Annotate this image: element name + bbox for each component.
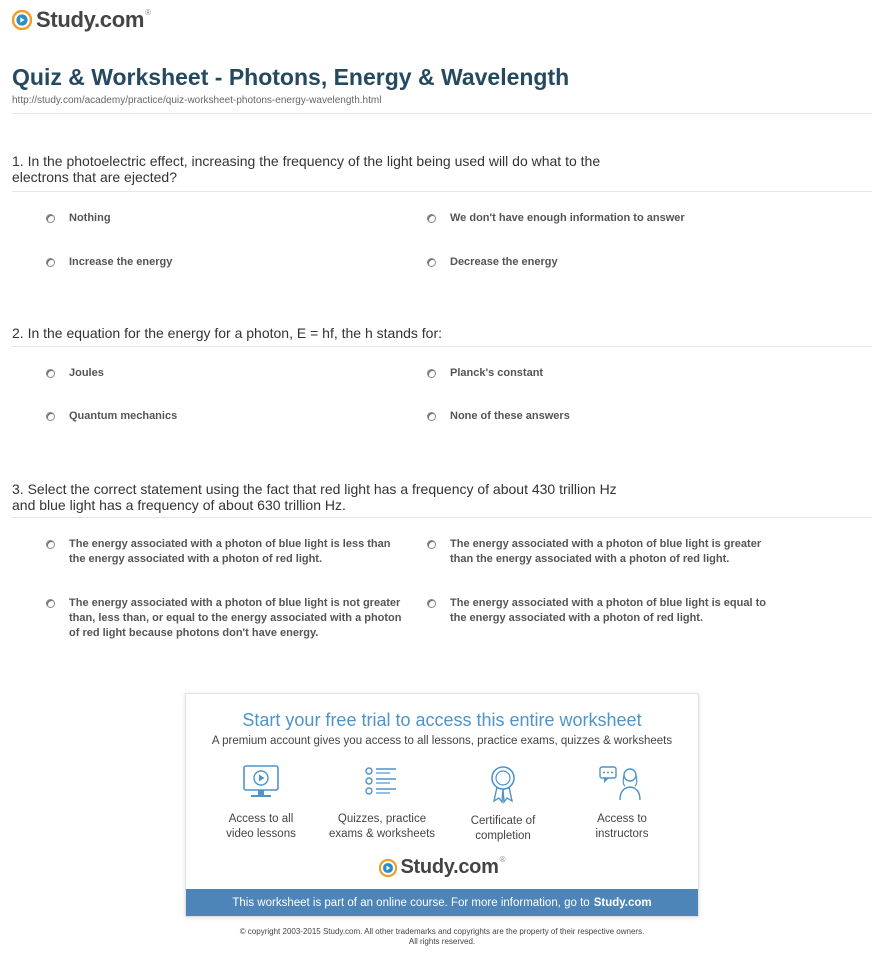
promo-study-logo[interactable] (186, 856, 698, 879)
instructor-icon (598, 764, 646, 802)
radio-button[interactable] (46, 412, 55, 421)
question-1-divider (12, 191, 872, 192)
radio-button[interactable] (427, 214, 436, 223)
feature-quizzes (320, 764, 444, 842)
logo-trademark: ® (499, 855, 506, 864)
radio-button[interactable] (46, 540, 55, 549)
study-logo-icon (379, 859, 397, 877)
feature-label: Access to instructors (595, 813, 649, 840)
question-3-divider (12, 517, 872, 518)
radio-button[interactable] (46, 258, 55, 267)
question-2-divider (12, 346, 872, 347)
copyright-notice (0, 927, 884, 947)
promo-subtitle: A premium account gives you access to all lessons, practice exams, quizzes & worksheets (211, 735, 673, 747)
question-3-text: 3. Select the correct statement using the fact that red light has a frequency of about 430 trillion Hz and blue light has a frequency of about 630 trillion Hz. (12, 481, 617, 513)
logo-trademark: ® (145, 7, 152, 17)
page-url[interactable]: http://study.com/academy/practice/quiz-worksheet-photons-energy-wavelength.html (12, 95, 382, 106)
answer-option[interactable]: The energy associated with a photon of blue light is equal to the energy associated with a photon of red light. (427, 596, 766, 626)
radio-button[interactable] (46, 599, 55, 608)
copyright-line: All rights reserved. (408, 937, 476, 946)
course-info-text: This worksheet is part of an online course. For more information, go to (232, 896, 590, 909)
question-1 (12, 153, 712, 185)
answer-option[interactable]: The energy associated with a photon of blue light is greater than the energy associated with a photon of red light. (427, 537, 761, 567)
feature-video-lessons (199, 764, 323, 842)
radio-button[interactable] (427, 369, 436, 378)
answer-option[interactable]: Quantum mechanics (46, 409, 177, 424)
feature-label: Certificate of completion (470, 815, 536, 842)
feature-label: Access to all video lessons (226, 813, 296, 840)
question-1-text: 1. In the photoelectric effect, increasing the frequency of the light being used will do what to the electrons that are ejected? (12, 153, 601, 185)
radio-button[interactable] (46, 214, 55, 223)
answer-option[interactable]: Increase the energy (46, 255, 172, 270)
radio-button[interactable] (46, 369, 55, 378)
logo-wordmark: Study.com (400, 856, 499, 878)
study-link[interactable]: Study.com (593, 896, 652, 909)
answer-option[interactable]: Decrease the energy (427, 255, 558, 270)
answer-option[interactable]: We don't have enough information to answer (427, 211, 685, 226)
copyright-line: © copyright 2003-2015 Study.com. All other trademarks and copyrights are the property of their respective owners. (239, 927, 645, 936)
video-lesson-icon (241, 764, 281, 802)
answer-option[interactable]: The energy associated with a photon of blue light is not greater than, less than, or equal to the energy associated with a photon of red light because photons don't have energy. (46, 596, 402, 641)
radio-button[interactable] (427, 258, 436, 267)
study-logo[interactable] (12, 6, 151, 34)
question-2-text: 2. In the equation for the energy for a photon, E = hf, the h stands for: (12, 325, 443, 341)
answer-option[interactable]: Planck's constant (427, 366, 543, 381)
question-3 (12, 481, 712, 513)
quiz-list-icon (362, 764, 402, 802)
course-info-bar (186, 889, 698, 916)
feature-instructors (560, 764, 684, 842)
feature-label: Quizzes, practice exams & worksheets (328, 813, 436, 840)
answer-option[interactable]: Joules (46, 366, 104, 381)
feature-certificate (441, 764, 565, 844)
question-2 (12, 325, 712, 341)
answer-option[interactable]: The energy associated with a photon of blue light is less than the energy associated with a photon of red light. (46, 537, 391, 567)
answer-option[interactable]: Nothing (46, 211, 111, 226)
radio-button[interactable] (427, 599, 436, 608)
promo-title[interactable]: Start your free trial to access this entire worksheet (242, 710, 642, 730)
radio-button[interactable] (427, 412, 436, 421)
study-logo-icon (12, 10, 32, 30)
page-title: Quiz & Worksheet - Photons, Energy & Wavelength (12, 64, 570, 90)
logo-wordmark: Study.com (36, 7, 145, 32)
radio-button[interactable] (427, 540, 436, 549)
certificate-icon (483, 764, 523, 804)
answer-option[interactable]: None of these answers (427, 409, 570, 424)
header-divider (12, 113, 872, 114)
free-trial-promo (185, 693, 699, 917)
